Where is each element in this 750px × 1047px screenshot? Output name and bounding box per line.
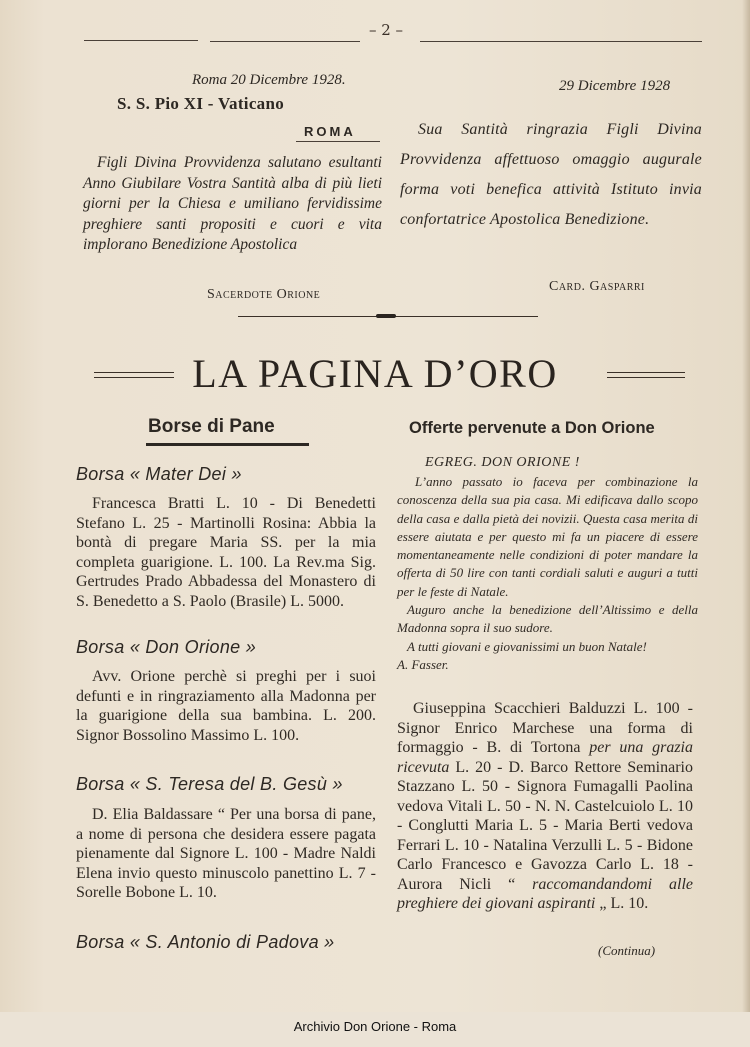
main-title: LA PAGINA D’ORO: [192, 351, 558, 396]
city-underline: [296, 141, 380, 142]
separator-ornament: [376, 314, 396, 318]
letter: [397, 473, 698, 674]
telegram-left-addressee: S. S. Pio XI - Vaticano: [117, 94, 285, 113]
offerte-list: [397, 699, 693, 914]
archive-footer: Archivio Don Orione - Roma: [293, 1019, 457, 1034]
letter-paragraph: A tutti giovani e giovanissimi un buon Natale!: [407, 638, 647, 654]
letter-paragraph: Auguro anche la benedizione dell’Altissimo e della Madonna sopra il suo sudore.: [397, 602, 698, 636]
continua-note: (Continua): [598, 943, 656, 958]
letter-salutation: EGREG. DON ORIONE !: [425, 455, 580, 470]
page-number: – 2 –: [368, 21, 404, 39]
telegram-right-signature: Card. Gasparri: [549, 279, 645, 294]
header-rule-left-b: [210, 41, 360, 42]
title-rule-right: [607, 372, 685, 378]
borsa-title: Borsa « Mater Dei »: [76, 464, 242, 484]
borsa-text: D. Elia Baldassare “ Per una borsa di pane, a nome di persona che desidera essere pagata pienamente dal Signore L. 100 - Madre Naldi Elena invio questo minuscolo panettino L. 7 - Sorelle Bobone L. 10.: [76, 806, 376, 901]
letter-paragraph: L’anno passato io faceva per combinazione la conoscenza della sua pia casa. Mi edificava dallo scopo della casa e dalla pietà dei novizii. Questa casa merita di essere aiutata e per questo mi fa un piacere di essere momentaneamente nelle condizioni di poter mandare la offerta di 50 lire con tanti cordiali saluti e auguri a tutti per le feste di Natale.: [397, 474, 698, 599]
header-rule-left-a: [84, 40, 198, 41]
telegram-right-date: 29 Dicembre 1928: [559, 78, 671, 94]
borsa-text: Francesca Bratti L. 10 - Di Benedetti Stefano L. 25 - Martinolli Rosina: Abbia la bontà di pregare Maria SS. per la mia completa guarigione. L. 100. La Rev.ma Sig. Gertrudes Prado Abbadessa del Monastero di S. Benedetto a S. Paolo (Brasile) L. 5000.: [76, 495, 376, 610]
offerte-text: „ L. 10.: [599, 895, 649, 912]
offerte-heading: Offerte pervenute a Don Orione: [409, 419, 655, 437]
telegram-left-signature: Sacerdote Orione: [207, 287, 321, 302]
borsa-title: Borsa « S. Antonio di Padova »: [76, 932, 335, 952]
offerte-italic: raccomandandomi alle preghiere dei giovani aspiranti: [397, 875, 694, 912]
letter-signature: A. Fasser.: [397, 656, 449, 672]
telegram-left-city: ROMA: [304, 124, 356, 139]
borsa-title: Borsa « S. Teresa del B. Gesù »: [76, 774, 343, 794]
offerte-text: Giuseppina Scacchieri Balduzzi L. 100 - Signor Enrico Marchese una forma di formaggio - B. di Tortona: [397, 700, 693, 756]
page-edge-shadow: [742, 0, 750, 1047]
offerte-text: L. 20 - D. Barco Rettore Seminario Stazzano L. 50 - Signora Fumagalli Paolina vedova Vitali L. 50 - N. N. Castelcuiolo L. 10 - Conglutti Maria L. 5 - Maria Berti vedova Ferrari L. 10 - Natalina Verzulli L. 5 - Bidone Carlo Francesco e Gavozza Carlo L. 18 - Aurora Nicli “: [397, 758, 694, 893]
telegram-left-date: Roma 20 Dicembre 1928.: [192, 72, 346, 88]
offerte-italic: per una grazia ricevuta: [397, 739, 693, 776]
borsa-text: Avv. Orione perchè si preghi per i suoi defunti e in ringraziamento alla Madonna per la guarigione della sua bambina. L. 200. Signor Bossolino Massimo L. 100.: [76, 668, 376, 744]
borse-heading-underline: [146, 443, 309, 446]
telegram-left-body: Figli Divina Provvidenza salutano esultanti Anno Giubilare Vostra Santità alba di più lieti giorni per la Chiesa e umiliano fervidissime preghiere santi propositi e cuori e vita implorano Benedizione Apostolica: [83, 154, 382, 253]
borse-heading: Borse di Pane: [148, 416, 275, 437]
telegram-right-body: Sua Santità ringrazia Figli Divina Provvidenza affettuoso omaggio augurale forma voti benefica attività Istituto invia confortatrice Apostolica Benedizione.: [400, 121, 702, 228]
header-rule-right: [420, 41, 702, 42]
borsa-title: Borsa « Don Orione »: [76, 637, 257, 657]
